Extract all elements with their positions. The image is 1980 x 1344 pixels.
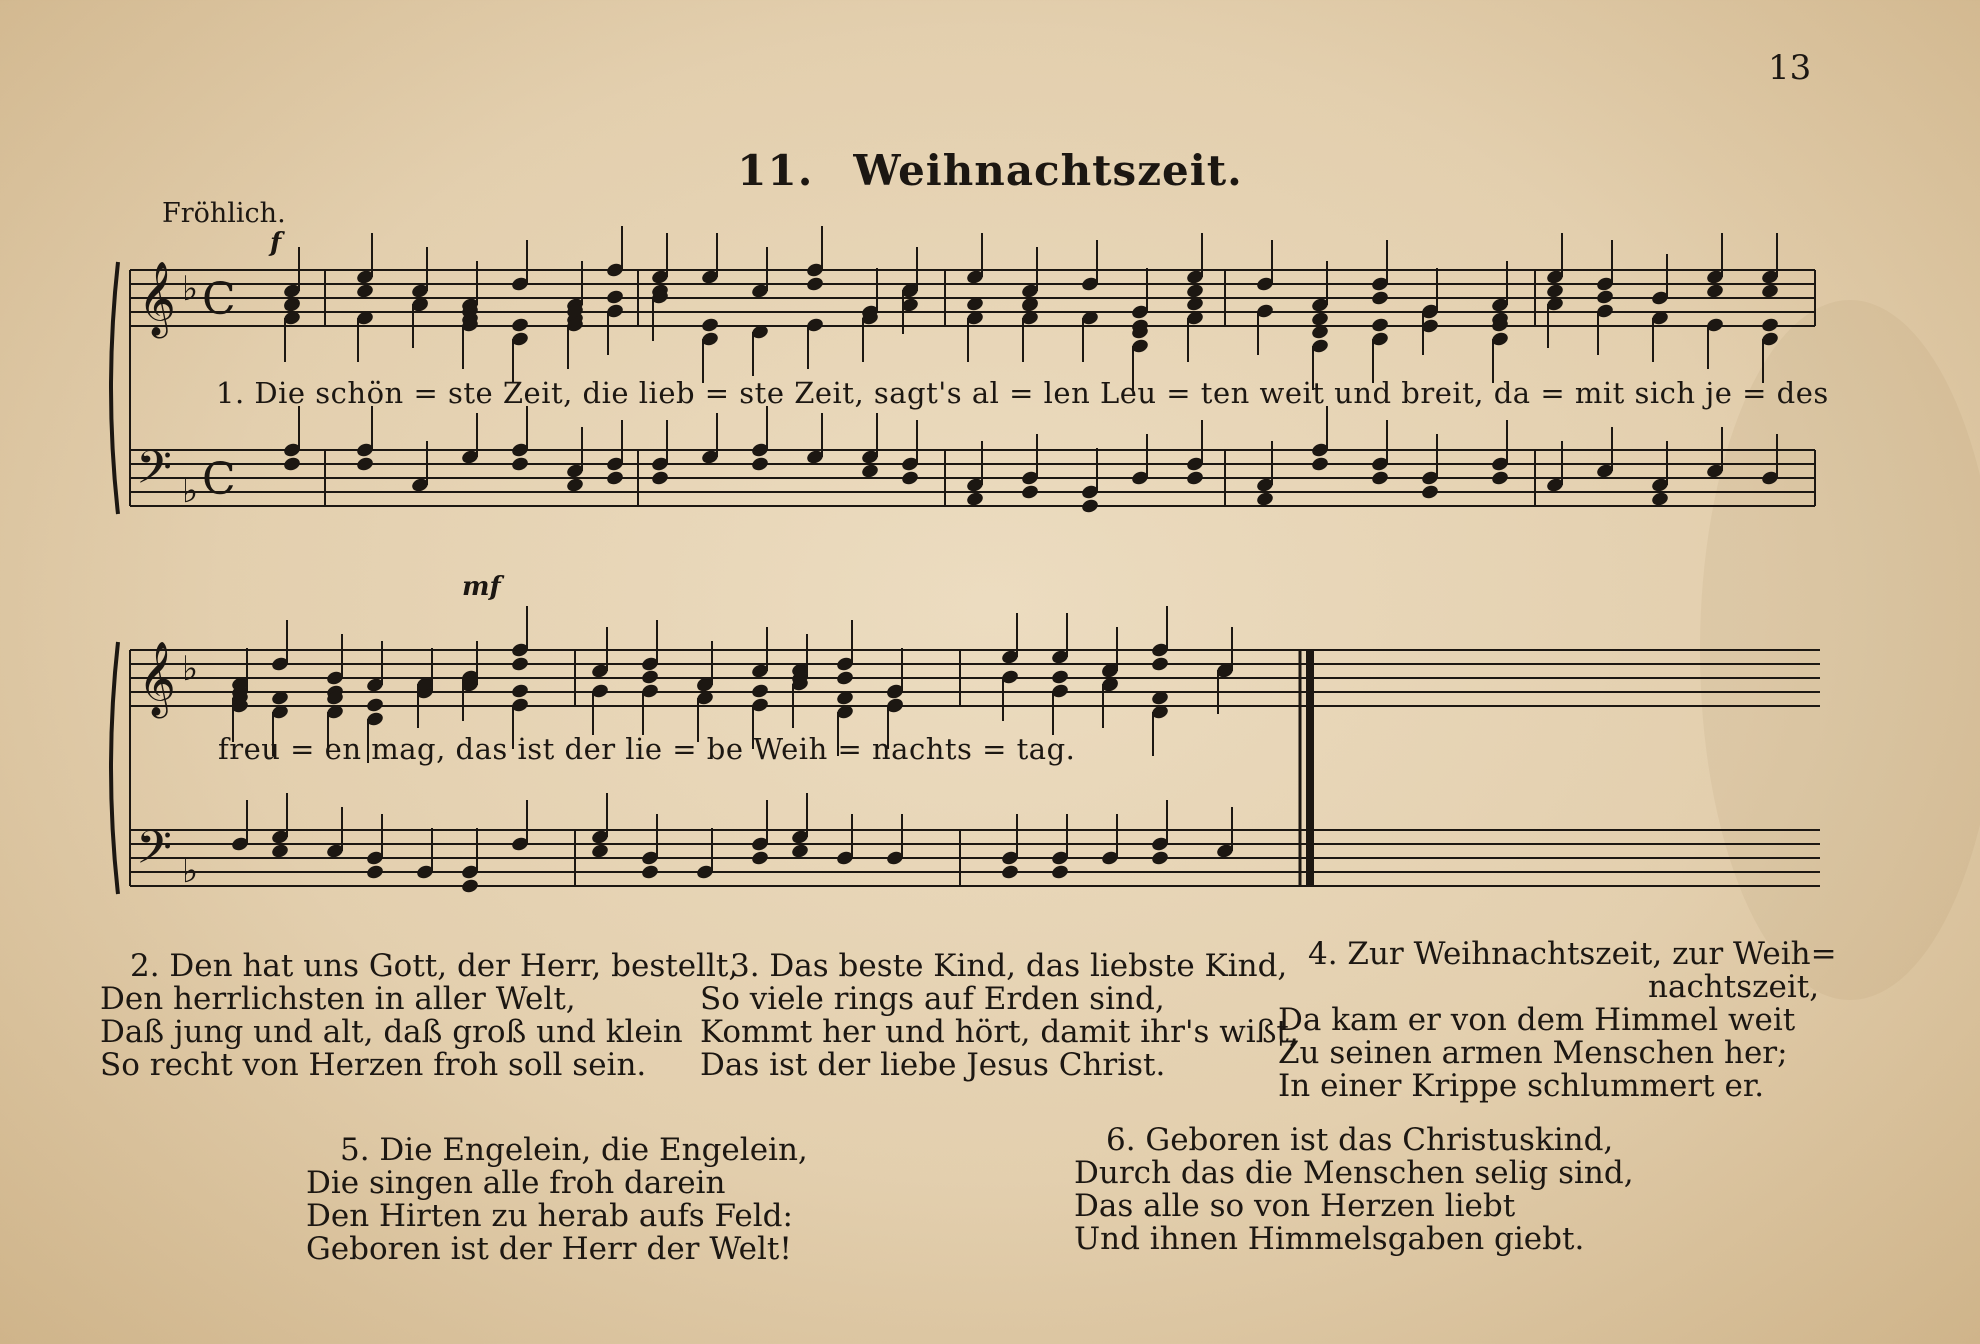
verse-line: Den herrlichsten in aller Welt,	[100, 981, 576, 1017]
lyric-line-2: freu = en mag, das ist der lie = be Weih = nachts = tag.	[218, 732, 1076, 766]
note-head	[1310, 311, 1329, 328]
song-title-text: Weihnachtszeit.	[853, 146, 1243, 195]
note-head	[355, 456, 374, 473]
verse-line: In einer Krippe schlummert er.	[1278, 1068, 1765, 1104]
note-head	[750, 683, 769, 700]
verse-line: Durch das die Menschen selig sind,	[1074, 1155, 1634, 1191]
lyric-line-1: 1. Die schön = ste Zeit, die lieb = ste Zeit, sagt's al = len Leu = ten weit und breit, da = mit sich je = des	[216, 376, 1829, 410]
note-head	[1370, 317, 1389, 334]
verse-4	[1278, 938, 1837, 1103]
verse-line: So recht von Herzen froh soll sein.	[100, 1047, 647, 1083]
verse-line: Das alle so von Herzen liebt	[1074, 1188, 1516, 1224]
note-head	[460, 878, 479, 895]
verse-line: 4. Zur Weihnachtszeit, zur Weih=	[1308, 936, 1837, 972]
verse-2	[100, 950, 738, 1082]
verse-line: Daß jung und alt, daß groß und klein	[100, 1014, 683, 1050]
note-head	[835, 670, 854, 687]
treble-clef: 𝄞	[138, 642, 176, 716]
note-head	[590, 843, 609, 860]
note-head	[1370, 290, 1389, 307]
song-number: 11.	[737, 146, 814, 195]
note-head	[1370, 470, 1389, 487]
verse-line: So viele rings auf Erden sind,	[700, 981, 1165, 1017]
verse-line: Das ist der liebe Jesus Christ.	[700, 1047, 1166, 1083]
note-head	[565, 477, 584, 494]
verse-line: Und ihnen Himmelsgaben giebt.	[1074, 1221, 1585, 1257]
note-head	[860, 463, 879, 480]
key-signature-flat: ♭	[182, 851, 199, 891]
key-signature-flat: ♭	[182, 471, 199, 511]
note-head	[1705, 283, 1724, 300]
note-head	[1255, 491, 1274, 508]
note-head	[650, 470, 669, 487]
tempo-marking: Fröhlich.	[162, 198, 286, 229]
note-head	[1185, 470, 1204, 487]
note-head	[900, 470, 919, 487]
verse-line: Da kam er von dem Himmel weit	[1278, 1002, 1796, 1038]
note-head	[750, 456, 769, 473]
note-head	[805, 276, 824, 293]
note-head	[270, 843, 289, 860]
verse-line: nachtszeit,	[1648, 969, 1820, 1005]
verse-5	[306, 1134, 808, 1266]
note-head	[640, 864, 659, 881]
system-brace	[111, 642, 118, 894]
treble-clef: 𝄞	[138, 262, 176, 336]
verse-line: Geboren ist der Herr der Welt!	[306, 1231, 792, 1267]
time-signature: C	[202, 454, 236, 505]
note-head	[1490, 470, 1509, 487]
verse-line: Den Hirten zu herab aufs Feld:	[306, 1198, 793, 1234]
note-head	[1420, 484, 1439, 501]
verse-line: 3. Das beste Kind, das liebste Kind,	[730, 948, 1288, 984]
note-head	[1000, 864, 1019, 881]
note-head	[605, 289, 624, 306]
note-head	[1150, 850, 1169, 867]
verse-line: 6. Geboren ist das Christuskind,	[1106, 1122, 1614, 1158]
note-head	[1650, 491, 1669, 508]
note-head	[365, 697, 384, 714]
note-head	[965, 491, 984, 508]
page-number: 13	[1768, 48, 1812, 88]
note-head	[510, 656, 529, 673]
note-head	[510, 317, 529, 334]
verse-6	[1074, 1124, 1634, 1256]
note-head	[640, 669, 659, 686]
note-head	[355, 283, 374, 300]
note-head	[1150, 656, 1169, 673]
note-head	[1595, 289, 1614, 306]
verse-line: Zu seinen armen Menschen her;	[1278, 1035, 1788, 1071]
verse-line: 5. Die Engelein, die Engelein,	[340, 1132, 808, 1168]
note-head	[1050, 864, 1069, 881]
note-head	[790, 843, 809, 860]
note-head	[282, 456, 301, 473]
bass-clef: 𝄢	[136, 821, 173, 886]
note-head	[1020, 484, 1039, 501]
note-head	[510, 456, 529, 473]
dynamic-forte: f	[270, 228, 282, 258]
system-brace	[111, 262, 118, 514]
note-head	[1760, 317, 1779, 334]
note-head	[1545, 283, 1564, 300]
key-signature-flat: ♭	[182, 649, 199, 689]
note-head	[750, 850, 769, 867]
note-head	[510, 683, 529, 700]
verse-line: Kommt her und hört, damit ihr's wißt,	[700, 1014, 1299, 1050]
note-head	[605, 470, 624, 487]
note-head	[700, 317, 719, 334]
dynamic-mezzoforte: mf	[462, 572, 501, 602]
note-head	[1760, 283, 1779, 300]
note-head	[1050, 669, 1069, 686]
bass-clef: 𝄢	[136, 441, 173, 506]
note-head	[1080, 498, 1099, 515]
note-head	[365, 864, 384, 881]
note-head	[1185, 283, 1204, 300]
note-head	[1310, 456, 1329, 473]
time-signature: C	[202, 274, 236, 325]
verse-3	[700, 950, 1299, 1082]
key-signature-flat: ♭	[182, 269, 199, 309]
verse-line: 2. Den hat uns Gott, der Herr, bestellt,	[130, 948, 739, 984]
verse-line: Die singen alle froh darein	[306, 1165, 726, 1201]
